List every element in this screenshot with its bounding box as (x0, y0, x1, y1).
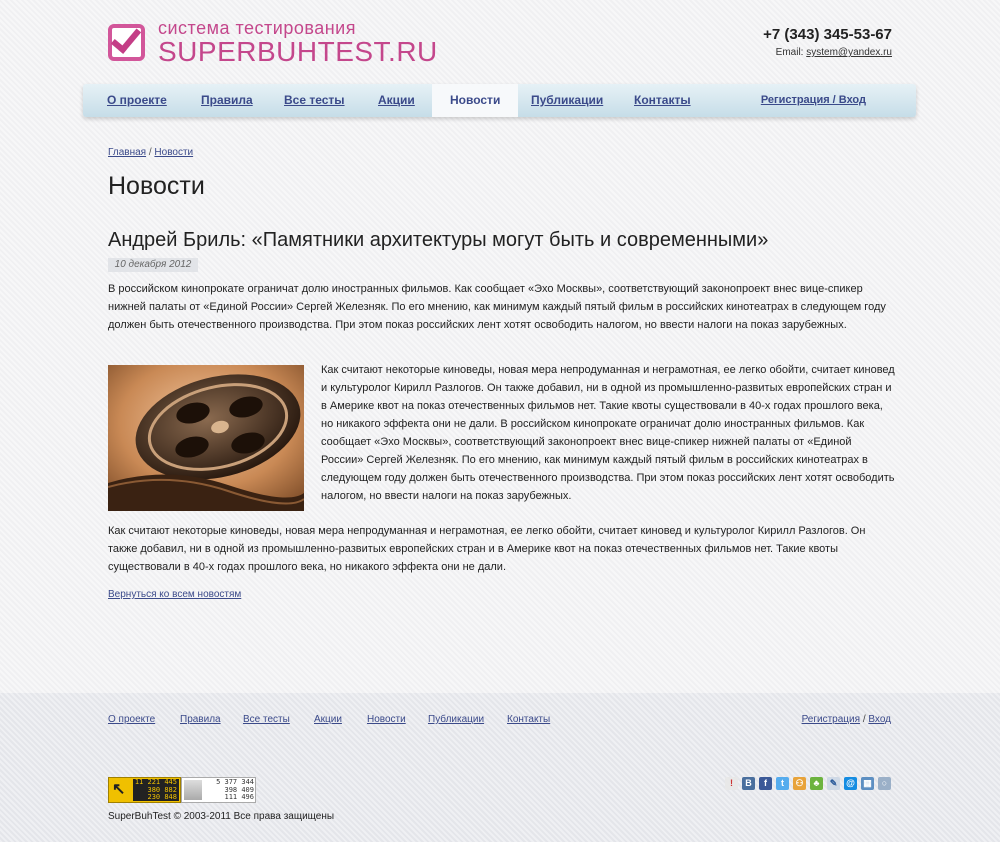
footer-link-rules[interactable]: Правила (180, 714, 221, 725)
article-title: Андрей Бриль: «Памятники архитектуры могут быть и современными» (108, 229, 769, 251)
liveinternet-counter-badge[interactable] (181, 777, 256, 803)
liveinternet-icon[interactable]: ▦ (861, 777, 874, 790)
breadcrumb-current[interactable]: Новости (154, 147, 194, 158)
footer-link-promotions[interactable]: Акции (314, 714, 342, 725)
footer-link-contacts[interactable]: Контакты (507, 714, 551, 725)
footer-auth-separator: / (862, 714, 866, 725)
site-logo[interactable] (108, 18, 438, 67)
arrow-icon: ↖ (112, 781, 126, 798)
jabber-icon[interactable]: ! (725, 777, 738, 790)
back-to-news-link[interactable]: Вернуться ко всем новостям (108, 589, 242, 600)
counter2-values (204, 779, 254, 802)
copyright: SuperBuhTest © 2003-2011 Все права защищены (108, 811, 335, 822)
footer-link-about[interactable]: О проекте (108, 714, 156, 725)
facebook-icon[interactable]: f (759, 777, 772, 790)
bar-chart-icon (184, 780, 202, 800)
moikrug-icon[interactable]: ⚇ (793, 777, 806, 790)
checkbox-logo-icon (108, 24, 145, 61)
footer-login-link[interactable]: Вход (868, 714, 891, 725)
yandex-counter-badge[interactable] (108, 777, 181, 803)
email-link[interactable]: system@yandex.ru (806, 47, 892, 58)
article-paragraph-1: В российском кинопрокате ограничат долю иностранных фильмов. Как сообщает «Эхо Москвы», соответствующий законопроект внес вице-спикер нижней палаты от «Единой России» Сергей Железняк. По его мнению, как минимум каждый пятый фильм в российских кинотеатрах в следующем году должен быть отечественного производства. При этом показ российских лент хотят освободить налогом, но ввести налоги на показ зарубежных. (108, 283, 886, 331)
counter2-value: 111 496 (224, 793, 254, 801)
nav-item-all-tests[interactable]: Все тесты (284, 93, 345, 107)
article-paragraph-2: Как считают некоторые киноведы, новая мера непродуманная и неграмотная, ее легко обойти, считает киновед и культуролог Кирилл Разлогов. Он также добавил, ни в одной из промышленно-развитых европейских стран и в Америке квот на показ отечественных фильмов нет. Такие квоты существовали в 40-х годах прошлого века, но никакого эффекта они не дали. В российском кинопрокате ограничат долю иностранных фильмов. Как сообщает «Эхо Москвы», соответствующий законопроект внес вице-спикер нижней палаты от «Единой России» Сергей Железняк. По его мнению, как минимум каждый пятый фильм в российских кинотеатрах в следующем году должен быть отечественного производства. При этом показ российских лент хотят освободить налогом, но ввести налоги на показ зарубежных. (321, 364, 895, 502)
friendfeed-icon[interactable]: ♣ (810, 777, 823, 790)
footer-link-news[interactable]: Новости (367, 714, 406, 725)
nav-item-contacts[interactable]: Контакты (634, 93, 691, 107)
logo-tagline: система тестирования (158, 18, 356, 38)
social-share-bar (725, 777, 891, 791)
counter1-value: 230 848 (147, 793, 177, 801)
nav-item-promotions[interactable]: Акции (378, 93, 415, 107)
footer-register-link[interactable]: Регистрация (801, 714, 861, 725)
nav-auth-link[interactable]: Регистрация / Вход (760, 94, 866, 106)
film-reel-image (108, 365, 304, 511)
vkontakte-icon[interactable]: B (742, 777, 755, 790)
breadcrumb (108, 147, 193, 158)
nav-item-rules[interactable]: Правила (201, 93, 253, 107)
mailru-icon[interactable]: @ (844, 777, 857, 790)
nav-item-publications[interactable]: Публикации (531, 93, 604, 107)
footer-link-all-tests[interactable]: Все тесты (243, 714, 290, 725)
breadcrumb-home[interactable]: Главная (108, 147, 147, 158)
footer-auth (802, 714, 891, 725)
breadcrumb-separator: / (148, 147, 152, 158)
nav-item-about[interactable]: О проекте (107, 93, 167, 107)
main-nav (83, 84, 916, 117)
counter1-value: 11 221 445 (134, 778, 177, 786)
rss-icon[interactable]: ○ (878, 777, 891, 790)
logo-wordmark: SUPERBUHTEST.RU (158, 36, 438, 67)
header-email-line (776, 47, 892, 58)
counter1-values (133, 779, 179, 801)
article-date: 10 декабря 2012 (108, 258, 198, 272)
article-paragraph-3: Как считают некоторые киноведы, новая мера непродуманная и неграмотная, ее легко обойти, считает киновед и культуролог Кирилл Разлогов. Он также добавил, ни в одной из промышленно-развитых европейских стран и в Америке квот на показ отечественных фильмов нет. Такие квоты существовали в 40-х годах прошлого века, но никакого эффекта они не дали. (108, 525, 866, 573)
nav-item-news[interactable]: Новости (432, 84, 518, 117)
page-title: Новости (108, 172, 205, 200)
site-footer (0, 693, 1000, 842)
livejournal-icon[interactable]: ✎ (827, 777, 840, 790)
twitter-icon[interactable]: t (776, 777, 789, 790)
counter1-value: 380 882 (147, 785, 177, 794)
email-label: Email: (775, 47, 804, 58)
counter2-value: 398 409 (224, 785, 254, 794)
header-phone: +7 (343) 345-53-67 (763, 26, 892, 43)
counter2-value: 5 377 344 (216, 778, 254, 786)
footer-link-publications[interactable]: Публикации (428, 714, 485, 725)
